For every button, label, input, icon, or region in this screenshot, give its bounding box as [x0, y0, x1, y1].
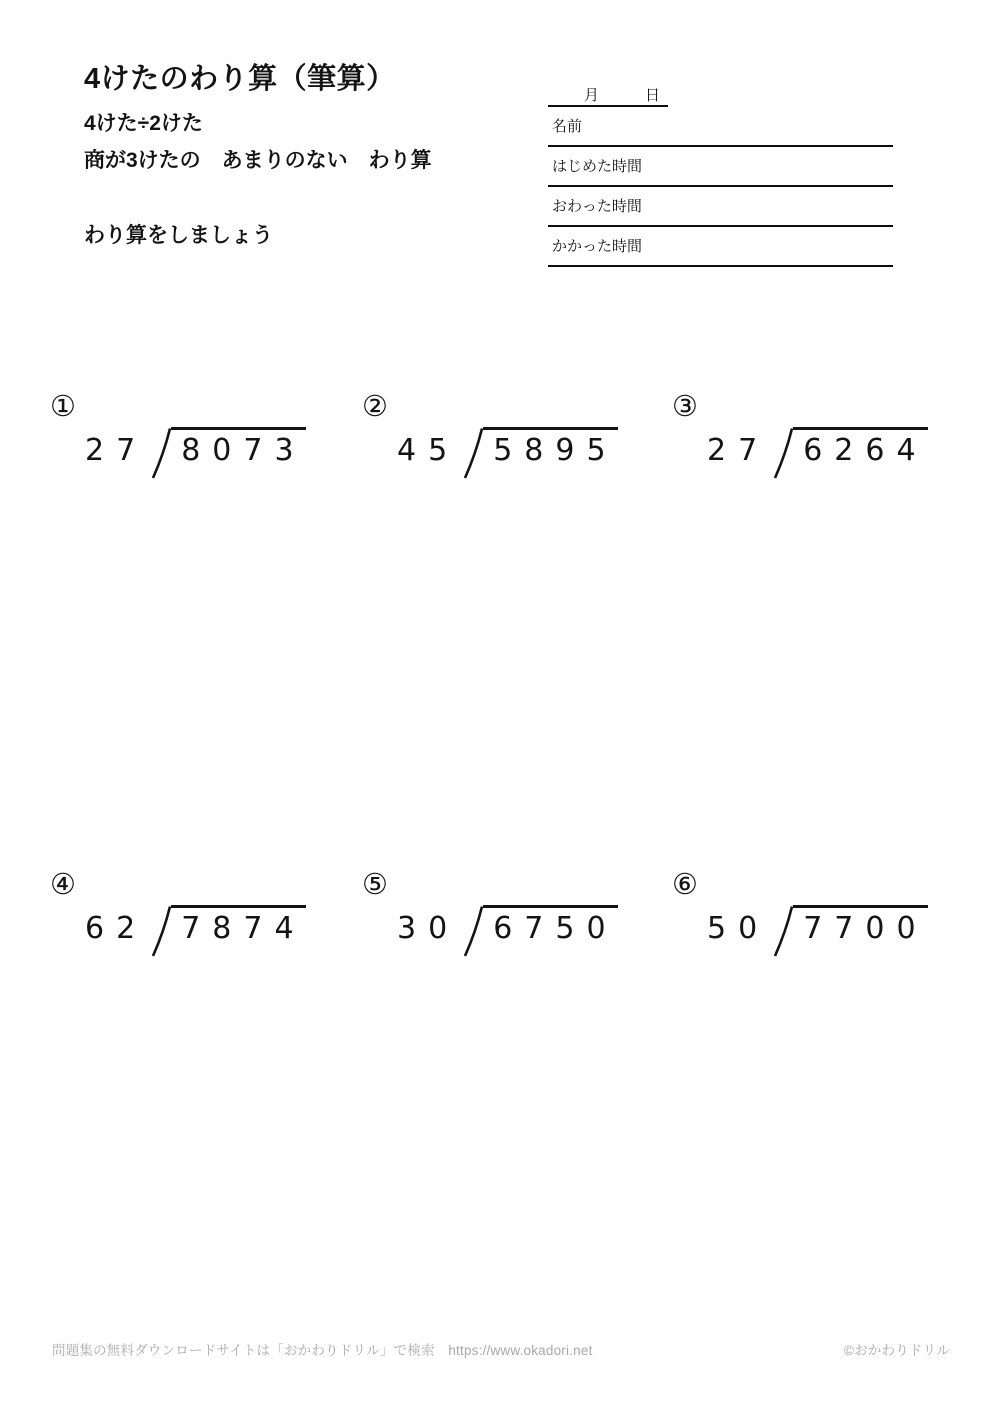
- problem-number: ④: [50, 869, 76, 901]
- footer-credit: 問題集の無料ダウンロードサイトは「おかわりドリル」で検索 https://www.okadori.net: [52, 1343, 593, 1358]
- long-division-bracket-icon: [463, 427, 483, 479]
- subtitle-digits: 4けた÷2けた: [84, 111, 203, 135]
- long-division-bracket-icon: [463, 905, 483, 957]
- divisor: 45: [397, 433, 460, 468]
- elapsed-time-label: かかった時間: [552, 238, 643, 255]
- subtitle-description: 商が3けたの あまりのない わり算: [84, 148, 432, 172]
- name-label: 名前: [552, 118, 583, 135]
- long-division-expression: [85, 905, 306, 957]
- name-field: [548, 107, 893, 147]
- problem-number: ②: [362, 391, 388, 423]
- divisor: 27: [85, 433, 148, 468]
- info-form: [548, 84, 893, 267]
- divisor: 30: [397, 911, 460, 946]
- problem-number: ⑤: [362, 869, 388, 901]
- dividend: 5895: [483, 427, 617, 468]
- divisor: 50: [707, 911, 770, 946]
- problem-number: ③: [672, 391, 698, 423]
- start-time-field: [548, 147, 893, 187]
- problem-3: [672, 393, 928, 479]
- header: [84, 62, 432, 248]
- problem-number: ⑥: [672, 869, 698, 901]
- month-label: 月: [584, 87, 600, 104]
- dividend: 6264: [793, 427, 927, 468]
- long-division-expression: [397, 427, 618, 479]
- end-time-label: おわった時間: [552, 198, 642, 215]
- divisor: 27: [707, 433, 770, 468]
- long-division-expression: [85, 427, 306, 479]
- day-label: 日: [645, 87, 661, 104]
- long-division-bracket-icon: [773, 427, 793, 479]
- date-field: [548, 84, 668, 107]
- long-division-bracket-icon: [151, 905, 171, 957]
- problem-1: [50, 393, 306, 479]
- long-division-expression: [707, 427, 928, 479]
- problem-number: ①: [50, 391, 76, 423]
- problem-6: [672, 871, 928, 957]
- divisor: 62: [85, 911, 148, 946]
- page-title: 4けたのわり算（筆算）: [84, 63, 396, 95]
- instruction-text: わり算をしましょう: [84, 224, 273, 248]
- start-time-label: はじめた時間: [552, 158, 643, 175]
- long-division-bracket-icon: [773, 905, 793, 957]
- long-division-expression: [707, 905, 928, 957]
- dividend: 7700: [793, 905, 927, 946]
- dividend: 6750: [483, 905, 617, 946]
- dividend: 8073: [171, 427, 305, 468]
- problem-4: [50, 871, 306, 957]
- elapsed-time-field: [548, 227, 893, 267]
- footer-copyright: ©おかわりドリル: [843, 1343, 950, 1358]
- end-time-field: [548, 187, 893, 227]
- problem-5: [362, 871, 618, 957]
- dividend: 7874: [171, 905, 305, 946]
- problem-2: [362, 393, 618, 479]
- long-division-expression: [397, 905, 618, 957]
- long-division-bracket-icon: [151, 427, 171, 479]
